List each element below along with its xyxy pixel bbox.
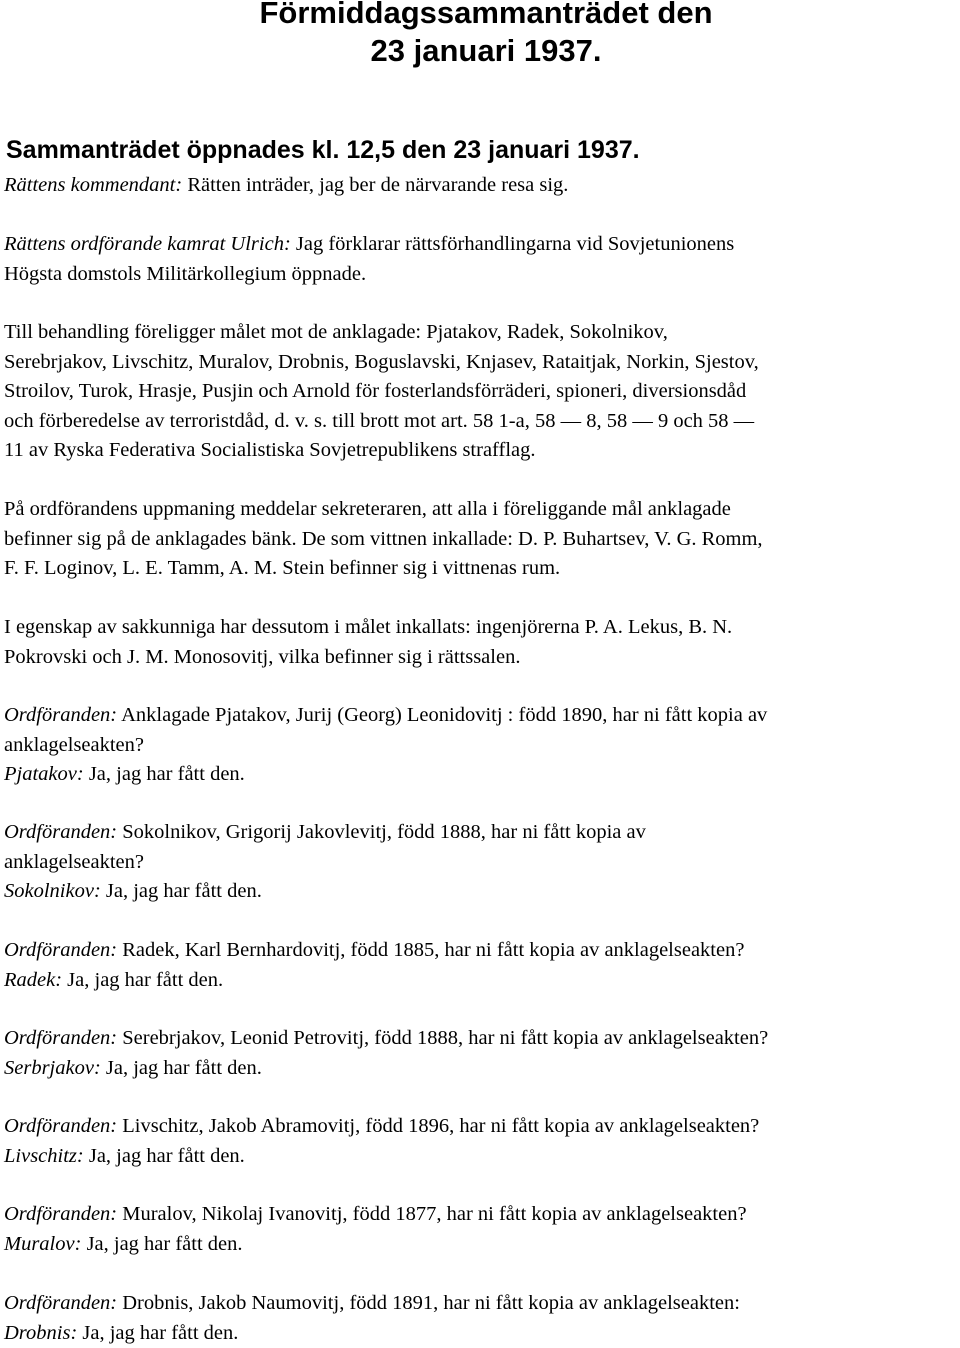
- question-text: Sokolnikov, Grigorij Jakovlevitj, född 1888, har ni fått kopia av: [117, 821, 646, 843]
- title-line-1: Förmiddagssammanträdet den: [259, 0, 713, 30]
- document-title: [0, 0, 960, 70]
- answer-speaker: Radek:: [4, 968, 63, 991]
- answer-text: Ja, jag har fått den.: [62, 968, 224, 991]
- exchange-pjatakov: [4, 701, 960, 790]
- answer-text: Ja, jag har fått den.: [100, 880, 262, 902]
- question-speaker: Ordföranden:: [4, 821, 118, 843]
- answer-speaker: Muralov:: [4, 1232, 82, 1255]
- question-text: Drobnis, Jakob Naumovitj, född 1891, har ni fått kopia av anklagelseakten:: [117, 1292, 740, 1314]
- answer-text: Ja, jag har fått den.: [77, 1321, 239, 1344]
- exchange-livschitz: [4, 1112, 960, 1171]
- question-speaker: Ordföranden:: [4, 1027, 118, 1049]
- paragraph-line: Serebrjakov, Livschitz, Muralov, Drobnis, Boguslavski, Knjasev, Rataitjak, Norkin, Sjestov,: [4, 350, 759, 373]
- paragraph-line: Pokrovski och J. M. Monosovitj, vilka befinner sig i rättssalen.: [4, 645, 521, 668]
- exchange-serebrjakov: [4, 1024, 960, 1083]
- exchange-drobnis: [4, 1289, 960, 1348]
- question-text: Serebrjakov, Leonid Petrovitj, född 1888, har ni fått kopia av anklagelseakten?: [117, 1027, 769, 1049]
- paragraph-line: 11 av Ryska Federativa Socialistiska Sovjetrepublikens strafflag.: [4, 439, 536, 461]
- answer-text: Ja, jag har fått den.: [83, 1144, 245, 1167]
- question-speaker: Ordföranden:: [4, 939, 118, 961]
- answer-text: Ja, jag har fått den.: [81, 1232, 243, 1255]
- paragraph-line: Till behandling föreligger målet mot de anklagade: Pjatakov, Radek, Sokolnikov,: [4, 321, 668, 343]
- opening-statement: [4, 230, 960, 289]
- question-text: anklagelseakten?: [4, 733, 145, 756]
- question-text: Anklagade Pjatakov, Jurij (Georg) Leonidovitj : född 1890, har ni fått kopia av: [117, 704, 768, 726]
- paragraph-line: I egenskap av sakkunniga har dessutom i målet inkallats: ingenjörerna P. A. Lekus, B. N.: [4, 616, 733, 638]
- question-speaker: Ordföranden:: [4, 1292, 118, 1314]
- paragraph-line: F. F. Loginov, L. E. Tamm, A. M. Stein befinner sig i vittnenas rum.: [4, 557, 561, 579]
- question-text: anklagelseakten?: [4, 850, 145, 873]
- answer-speaker: Pjatakov:: [4, 763, 84, 785]
- question-speaker: Ordföranden:: [4, 1115, 118, 1137]
- paragraph-line: befinner sig på de anklagades bänk. De som vittnen inkallade: D. P. Buhartsev, V. G. Romm,: [4, 527, 763, 550]
- paragraph-line: Stroilov, Turok, Hrasje, Pusjin och Arnold för fosterlandsförräderi, spioneri, diversionsdåd: [4, 380, 747, 402]
- answer-text: Ja, jag har fått den.: [100, 1056, 262, 1079]
- question-speaker: Ordföranden:: [4, 1203, 118, 1225]
- answer-speaker: Sokolnikov:: [4, 880, 101, 902]
- question-text: Livschitz, Jakob Abramovitj, född 1896, har ni fått kopia av anklagelseakten?: [117, 1115, 760, 1137]
- exchange-radek: [4, 936, 960, 995]
- exchange-sokolnikov: [4, 818, 960, 907]
- title-line-2: 23 januari 1937.: [370, 33, 602, 68]
- question-text: Muralov, Nikolaj Ivanovitj, född 1877, har ni fått kopia av anklagelseakten?: [117, 1203, 747, 1225]
- question-text: Radek, Karl Bernhardovitj, född 1885, har ni fått kopia av anklagelseakten?: [117, 939, 745, 961]
- statement-text: Högsta domstols Militärkollegium öppnade.: [4, 262, 367, 285]
- paragraph-line: På ordförandens uppmaning meddelar sekreteraren, att alla i föreliggande mål anklagade: [4, 498, 731, 520]
- statement-text: Rätten inträder, jag ber de närvarande resa sig.: [182, 174, 569, 196]
- answer-speaker: Serbrjakov:: [4, 1056, 101, 1079]
- witnesses-paragraph: [4, 495, 960, 584]
- answer-speaker: Drobnis:: [4, 1321, 78, 1344]
- commandant-statement: [4, 171, 960, 201]
- speaker-label: Rättens kommendant:: [4, 174, 183, 196]
- answer-text: Ja, jag har fått den.: [83, 763, 245, 785]
- exchange-muralov: [4, 1200, 960, 1259]
- speaker-label: Rättens ordförande kamrat Ulrich:: [4, 233, 291, 255]
- answer-speaker: Livschitz:: [4, 1144, 84, 1167]
- question-speaker: Ordföranden:: [4, 704, 118, 726]
- statement-text: Jag förklarar rättsförhandlingarna vid Sovjetunionens: [290, 233, 735, 255]
- experts-paragraph: [4, 613, 960, 672]
- paragraph-line: och förberedelse av terroristdåd, d. v. s. till brott mot art. 58 1-a, 58 — 8, 58 — 9 och 58 —: [4, 409, 755, 432]
- session-opened-heading: Sammanträdet öppnades kl. 12,5 den 23 januari 1937.: [6, 136, 640, 164]
- case-paragraph: [4, 318, 960, 466]
